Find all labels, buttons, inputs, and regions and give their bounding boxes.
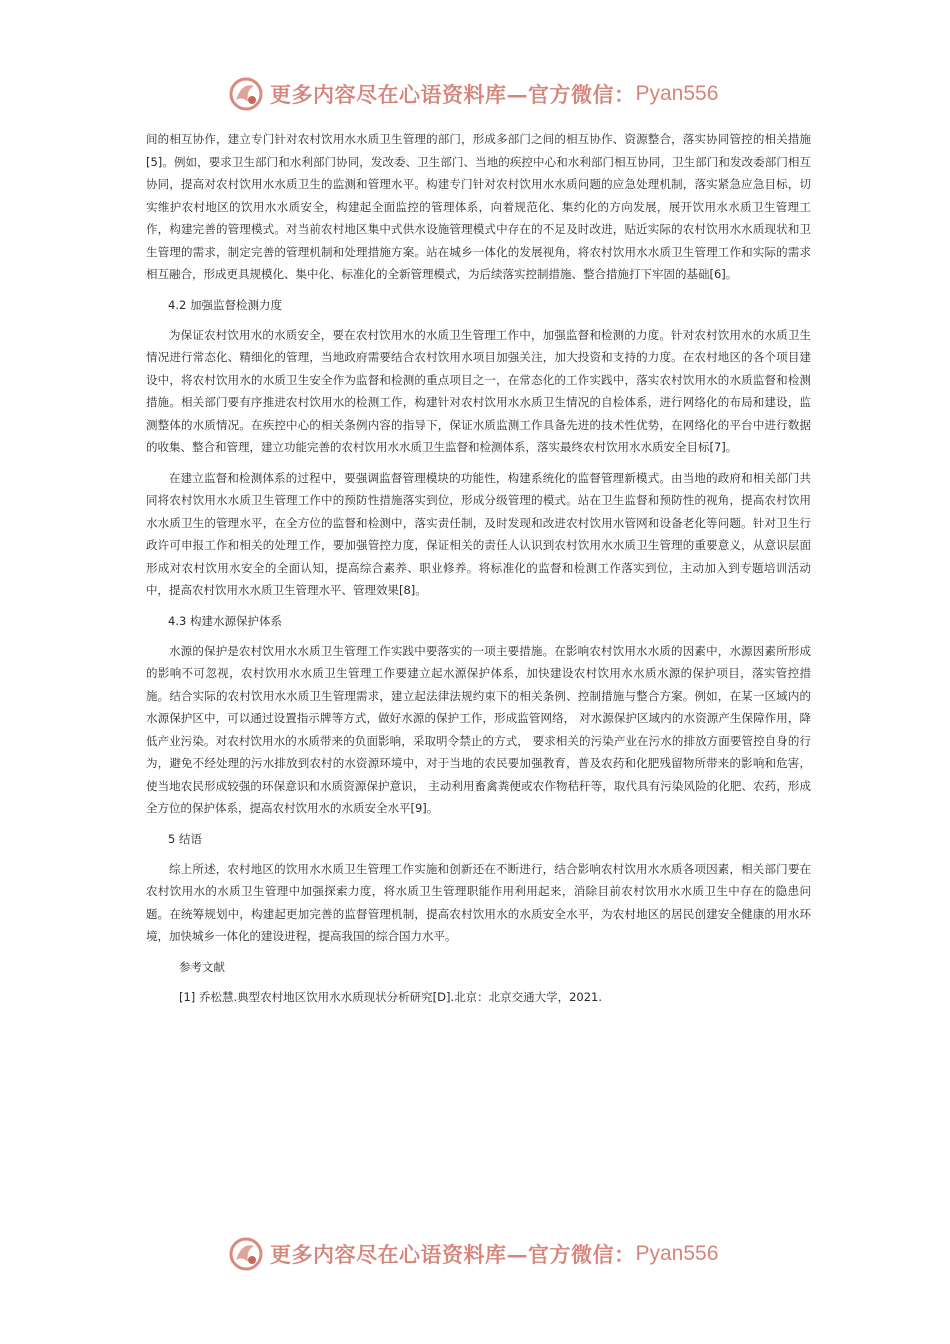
paragraph: 在建立监督和检测体系的过程中，要强调监督管理模块的功能性，构建系统化的监督管理新模式。由当地的政府和相关部门共同将农村饮用水水质卫生管理工作中的预防性措施落实到位，形成分级管理的模式。站在卫生监督和预防性的视角，提高农村饮用水水质卫生的管理水平，在全方位的监督和检测中，落实责任制，及时发现和改进农村饮用水管网和设备老化等问题。针对卫生行政许可申报工作和相关的处理工作，要加强管控力度，保证相关的责任人认识到农村饮用水水质卫生管理的重要意义，从意识层面形成对农村饮用水安全的全面认知，提高综合素养、职业修养。将标准化的监督和检测工作落实到位，主动加入到专题培训活动中，提高农村饮用水水质卫生管理水平、管理效果[8]。	[146, 470, 811, 597]
footer-banner	[0, 1232, 950, 1276]
header-banner	[0, 72, 950, 116]
banner-text: 更多内容尽在心语资料库—官方微信：	[270, 1242, 636, 1267]
banner-wechat-id: Pyan556	[635, 82, 719, 105]
paragraph: 综上所述，农村地区的饮用水水质卫生管理工作实施和创新还在不断进行，结合影响农村饮用水水质各项因素，相关部门要在农村饮用水的水质卫生管理中加强探索力度，将水质卫生管理职能作用利用起来，消除目前农村饮用水水质卫生中存在的隐患问题。在统筹规划中，构建起更加完善的监督管理机制，提高农村饮用水的水质安全水平，为农村地区的居民创建安全健康的用水环境，加快城乡一体化的建设进程，提高我国的综合国力水平。	[146, 861, 811, 943]
paragraph: 间的相互协作，建立专门针对农村饮用水水质卫生管理的部门，形成多部门之间的相互协作、资源整合，落实协同管控的相关措施[5]。例如，要求卫生部门和水利部门协同，发改委、卫生部门、当地的疾控中心和水利部门相互协同，卫生部门和发改委部门相互协同，提高对农村饮用水水质卫生的监测和管理水平。构建专门针对农村饮用水水质问题的应急处理机制，落实紧急应急目标，切实维护农村地区的饮用水水质安全，构建起全面监控的管理体系，向着规范化、集约化的方向发展，展开饮用水水质卫生管理工作，构建完善的管理模式。对当前农村地区集中式供水设施管理模式中存在的不足及时改进，贴近实际的农村饮用水水质现状和卫生管理的需求，制定完善的管理机制和处理措施方案。站在城乡一体化的发展视角，将农村饮用水水质卫生管理工作和实际的需求相互融合，形成更具规模化、集中化、标准化的全新管理模式，为后续落实控制措施、整合措施打下牢固的基础[6]。	[146, 132, 811, 281]
document-body	[146, 128, 811, 1008]
banner-text: 更多内容尽在心语资料库—官方微信：	[270, 82, 636, 107]
paragraph: 水源的保护是农村饮用水水质卫生管理工作实践中要落实的一项主要措施。在影响农村饮用水水质的因素中，水源因素所形成的影响不可忽视，农村饮用水水质卫生管理工作要建立起水源保护体系，加快建设农村饮用水水质水源的保护项目，落实管控措施。结合实际的农村饮用水水质卫生管理需求，建立起法律法规约束下的相关条例、控制措施与整合方案。例如，在某一区域内的水源保护区中，可以通过设置指示牌等方式，做好水源的保护工作，形成监管网络， 对水源保护区域内的水资源产生保障作用，降低产业污染。对农村饮用水的水质带来的负面影响，采取明令禁止的方式， 要求相关的污染产业在污水的排放方面要管控自身的行为，避免不经处理的污水排放到农村的水资源环境中，对于当地的农民要加强教育，普及农药和化肥残留物所带来的影响和危害，使当地农民形成较强的环保意识和水质资源保护意识， 主动利用畜禽粪便或农作物秸秆等，取代具有污染风险的化肥、农药，形成全方位的保护体系，提高农村饮用水的水质安全水平[9]。	[146, 643, 811, 815]
section-heading-4-2: 4.2 加强监督检测力度	[168, 297, 282, 312]
logo-icon	[228, 1236, 264, 1272]
logo-icon	[228, 76, 264, 112]
section-heading-4-3: 4.3 构建水源保护体系	[168, 613, 282, 628]
section-heading-5: 5 结语	[168, 831, 202, 846]
paragraph: 为保证农村饮用水的水质安全，要在农村饮用水的水质卫生管理工作中，加强监督和检测的力度。针对农村饮用水的水质卫生情况进行常态化、精细化的管理，当地政府需要结合农村饮用水项目加强关注，加大投资和支持的力度。在农村地区的各个项目建设中，将农村饮用水的水质卫生安全作为监督和检测的重点项目之一，在常态化的工作实践中，落实农村饮用水的水质监督和检测措施。相关部门要有序推进农村饮用水的检测工作，构建针对农村饮用水水质卫生情况的自检体系，进行网络化的布局和建设，监测整体的水质情况。在疾控中心的相关条例内容的指导下，保证水质监测工作具备先进的技术性优势，在网络化的平台中进行数据的收集、整合和管理，建立功能完善的农村饮用水水质卫生监督和检测体系，落实最终农村饮用水水质安全目标[7]。	[146, 327, 811, 454]
banner-wechat-id: Pyan556	[635, 1242, 719, 1265]
reference-item: [1] 乔松慧.典型农村地区饮用水水质现状分析研究[D].北京：北京交通大学，2021.	[179, 989, 603, 1004]
references-title: 参考文献	[179, 959, 225, 974]
